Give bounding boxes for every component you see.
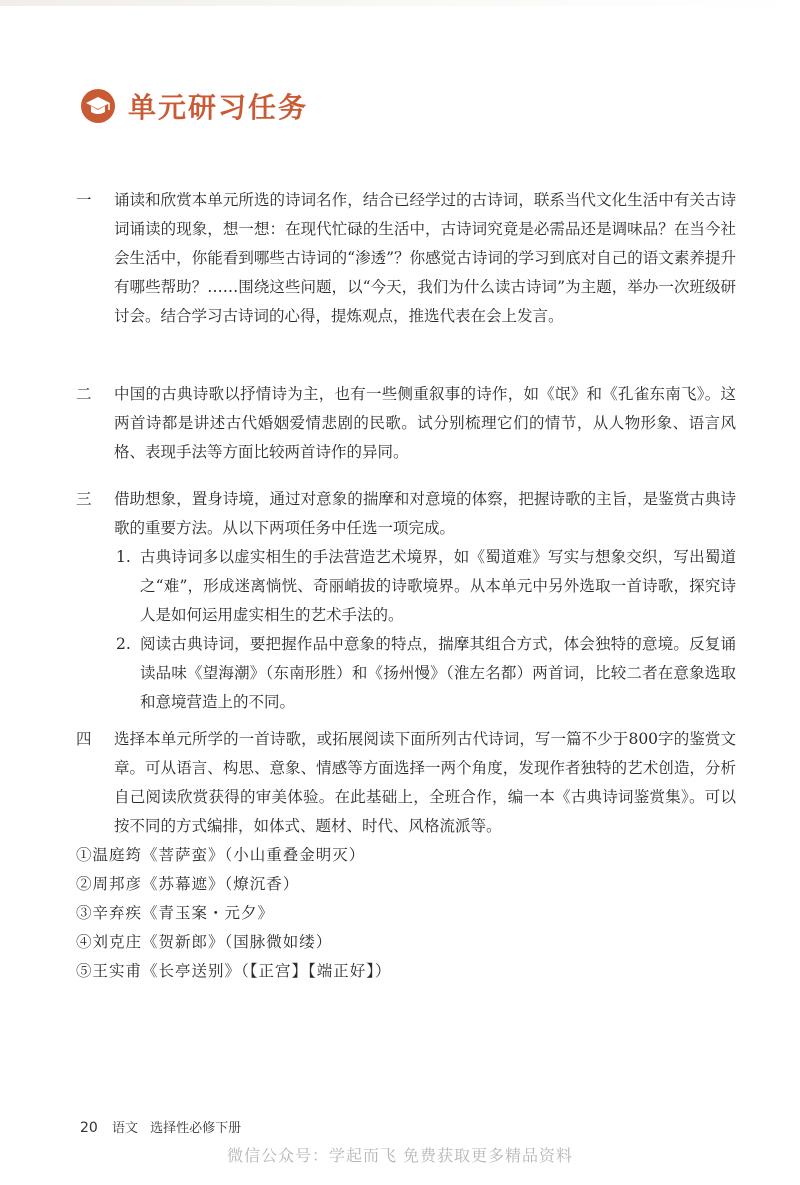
task-number: 四 <box>76 730 92 748</box>
subtask-text: 阅读古典诗词，要把握作品中意象的特点，揣摩其组合方式，体会独特的意境。反复诵读品味《望海潮》（东南形胜）和《扬州慢》（淮左名都）两首词，比较二者在意象选取和意境营造上的不同。 <box>140 635 736 711</box>
task-2 <box>76 380 736 467</box>
page-title: 单元研习任务 <box>128 91 309 124</box>
reference-list <box>76 841 736 986</box>
task-3 <box>76 485 736 717</box>
task-text: 中国的古典诗歌以抒情诗为主，也有一些侧重叙事的诗作，如《氓》和《孔雀东南飞》。这两首诗都是讲述古代婚姻爱情悲剧的民歌。试分别梳理它们的情节，从人物形象、语言风格、表现手法等方面比较两首诗作的异同。 <box>114 385 736 461</box>
task-number: 三 <box>76 490 92 508</box>
list-item: ④刘克庄《贺新郎》（国脉微如缕） <box>76 933 333 951</box>
list-item: ②周邦彦《苏幕遮》（燎沉香） <box>76 875 300 893</box>
subtask-1 <box>100 543 736 630</box>
list-item: ③辛弃疾《青玉案・元夕》 <box>76 904 275 922</box>
task-text: 借助想象，置身诗境，通过对意象的揣摩和对意境的体察，把握诗歌的主旨，是鉴赏古典诗歌的重要方法。从以下两项任务中任选一项完成。 <box>114 490 736 537</box>
subtask-text: 古典诗词多以虚实相生的手法营造艺术境界，如《蜀道难》写实与想象交织，写出蜀道之“难”，形成迷离惝恍、奇丽峭拔的诗歌境界。从本单元中另外选取一首诗歌，探究诗人是如何运用虚实相生的艺术手法的。 <box>140 548 736 624</box>
task-number: 二 <box>76 385 92 403</box>
list-item: ①温庭筠《菩萨蛮》（小山重叠金明灭） <box>76 846 366 864</box>
watermark-text: 微信公众号：学起而飞 免费获取更多精品资料 <box>226 1146 574 1165</box>
task-text: 诵读和欣赏本单元所选的诗词名作，结合已经学过的古诗词，联系当代文化生活中有关古诗词诵读的现象，想一想：在现代忙碌的生活中，古诗词究竟是必需品还是调味品？在当今社会生活中，你能看到哪些古诗词的“渗透”？你感觉古诗词的学习到底对自己的语文素养提升有哪些帮助？……围绕这些问题，以“今天，我们为什么读古诗词”为主题，举办一次班级研讨会。结合学习古诗词的心得，提炼观点，推选代表在会上发言。 <box>114 191 736 325</box>
task-text: 选择本单元所学的一首诗歌，或拓展阅读下面所列古代诗词，写一篇不少于800字的鉴赏文章。可从语言、构思、意象、情感等方面选择一两个角度，发现作者独特的艺术创造，分析自己阅读欣赏获得的审美体验。在此基础上，全班合作，编一本《古典诗词鉴赏集》。可以按不同的方式编排，如体式、题材、时代、风格流派等。 <box>114 730 736 835</box>
page-top-strip <box>0 0 800 6</box>
subtask-2 <box>100 630 736 717</box>
list-item: ⑤王实甫《长亭送别》（【正宫】【端正好】） <box>76 962 392 980</box>
subject-label: 语文 <box>111 1121 138 1136</box>
graduation-cap-icon <box>80 88 116 124</box>
book-label: 选择性必修下册 <box>150 1121 242 1136</box>
subtask-number: 2. <box>116 635 131 653</box>
task-number: 一 <box>76 191 92 209</box>
task-1 <box>76 186 736 331</box>
subtask-number: 1. <box>116 548 131 566</box>
section-header <box>80 84 308 128</box>
page-footer <box>80 1117 241 1136</box>
task-4 <box>76 725 736 986</box>
page-number: 20 <box>80 1120 98 1136</box>
